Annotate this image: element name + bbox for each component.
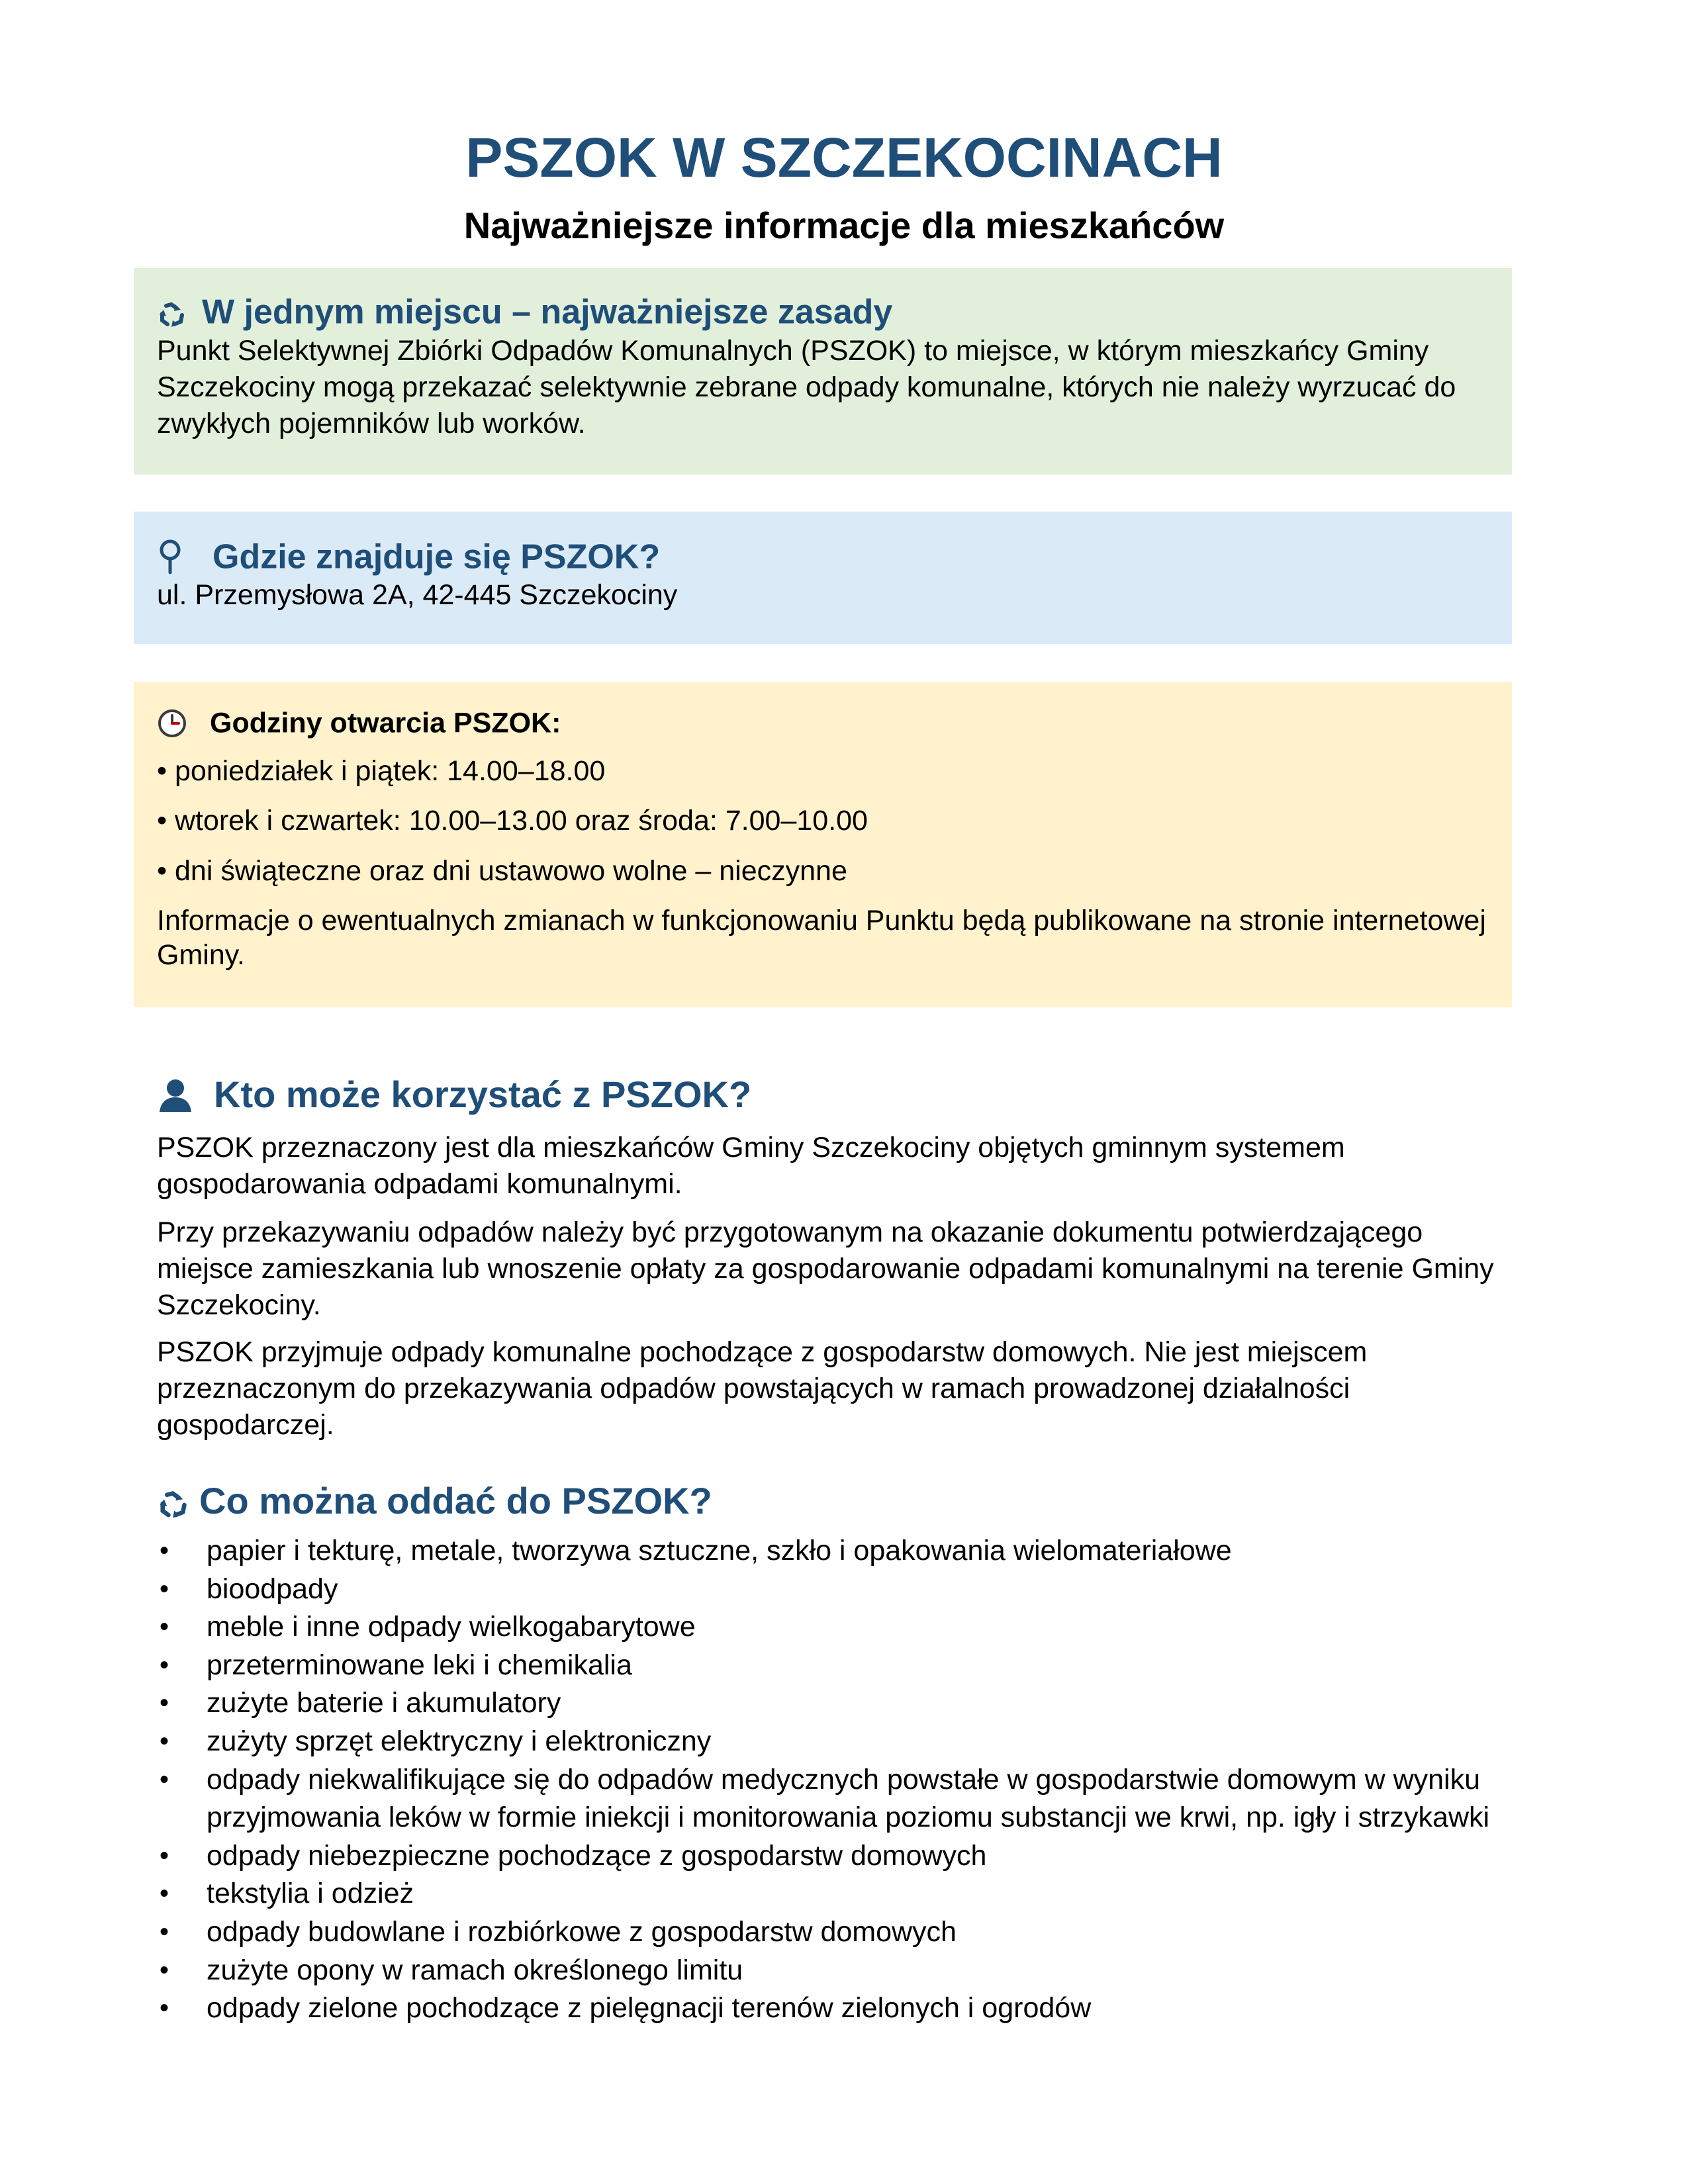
list-item: • odpady budowlane i rozbiórkowe z gospodarstw domowych xyxy=(157,1913,1534,1952)
list-item: • bioodpady xyxy=(157,1570,1534,1609)
bullet: • xyxy=(160,1917,169,1946)
location-pin-icon xyxy=(157,538,183,575)
bullet: • xyxy=(160,1574,169,1604)
list-item: • zużyte baterie i akumulatory xyxy=(157,1684,1534,1723)
hours-item: • poniedziałek i piątek: 14.00–18.00 xyxy=(157,755,606,787)
bullet: • xyxy=(160,1536,169,1565)
recycle-icon xyxy=(157,297,186,326)
bullet: • xyxy=(160,1993,169,2023)
list-item: • zużyty sprzęt elektryczny i elektroniczny xyxy=(157,1723,1534,1761)
bullet: • xyxy=(160,1726,169,1756)
bullet: • xyxy=(160,1841,169,1870)
rules-heading-row xyxy=(157,289,892,333)
rules-heading: W jednym miejscu – najważniejsze zasady xyxy=(202,293,893,332)
bullet: • xyxy=(160,1879,169,1909)
hours-item: • wtorek i czwartek: 10.00–13.00 oraz środa: 7.00–10.00 xyxy=(157,805,868,837)
list-item: • odpady zielone pochodzące z pielęgnacji terenów zielonych i ogrodów xyxy=(157,1989,1534,2028)
what-heading-row xyxy=(157,1475,712,1524)
list-item: • zużyte opony w ramach określonego limitu xyxy=(157,1952,1534,1990)
accepted-waste-list xyxy=(157,1532,1534,2028)
list-item: • odpady niebezpieczne pochodzące z gospodarstw domowych xyxy=(157,1837,1534,1876)
bullet: • xyxy=(160,1764,169,1794)
list-item: • tekstylia i odzież xyxy=(157,1875,1534,1913)
bullet: • xyxy=(160,1688,169,1718)
what-heading: Co można oddać do PSZOK? xyxy=(199,1480,712,1522)
who-paragraph: PSZOK przeznaczony jest dla mieszkańców Gminy Szczekociny objętych gminnym systemem gospodarowania odpadami komunalnymi. xyxy=(157,1132,1345,1200)
who-paragraph: PSZOK przyjmuje odpady komunalne pochodzące z gospodarstw domowych. Nie jest miejscem przeznaczonym do przekazywania odpadów powstających w ramach prowadzonej działalności gospodarczej. xyxy=(157,1336,1368,1441)
location-address: ul. Przemysłowa 2A, 42-445 Szczekociny xyxy=(157,579,678,611)
who-paragraph: Przy przekazywaniu odpadów należy być przygotowanym na okazanie dokumentu potwierdzającego miejsce zamieszkania lub wnoszenie opłaty za gospodarowanie odpadami komunalnymi na terenie Gminy Szczekociny. xyxy=(157,1216,1494,1321)
hours-heading: Godziny otwarcia PSZOK: xyxy=(210,707,561,739)
page-title: PSZOK W SZCZEKOCINACH xyxy=(465,126,1223,189)
list-item: • meble i inne odpady wielkogabarytowe xyxy=(157,1608,1534,1647)
who-heading: Kto może korzystać z PSZOK? xyxy=(214,1073,752,1116)
location-heading: Gdzie znajduje się PSZOK? xyxy=(212,537,661,576)
hours-item: • dni świąteczne oraz dni ustawowo wolne – nieczynne xyxy=(157,855,847,887)
location-heading-row xyxy=(157,533,660,578)
recycle-icon xyxy=(157,1485,189,1517)
person-icon xyxy=(157,1076,194,1113)
page-subtitle: Najważniejsze informacje dla mieszkańców xyxy=(463,205,1225,246)
bullet: • xyxy=(160,1650,169,1680)
hours-heading-row xyxy=(157,703,561,742)
bullet: • xyxy=(160,1612,169,1642)
list-item: • przeterminowane leki i chemikalia xyxy=(157,1647,1534,1685)
who-heading-row xyxy=(157,1069,751,1118)
list-item: • odpady niekwalifikujące się do odpadów medycznych powstałe w gospodarstwie domowym w wyniku przyjmowania leków w formie iniekcji i monitorowania poziomu substancji we krwi, np. igły i strzykawki xyxy=(157,1761,1534,1837)
list-item: • papier i tekturę, metale, tworzywa sztuczne, szkło i opakowania wielomateriałowe xyxy=(157,1532,1534,1570)
hours-note: Informacje o ewentualnych zmianach w funkcjonowaniu Punktu będą publikowane na stronie internetowej Gminy. xyxy=(157,905,1486,971)
rules-text: Punkt Selektywnej Zbiórki Odpadów Komunalnych (PSZOK) to miejsce, w którym mieszkańcy Gminy Szczekociny mogą przekazać selektywnie zebrane odpady komunalne, których nie należy wyrzucać do zwykłych pojemników lub worków. xyxy=(157,335,1456,439)
clock-icon xyxy=(157,708,187,739)
bullet: • xyxy=(160,1955,169,1985)
